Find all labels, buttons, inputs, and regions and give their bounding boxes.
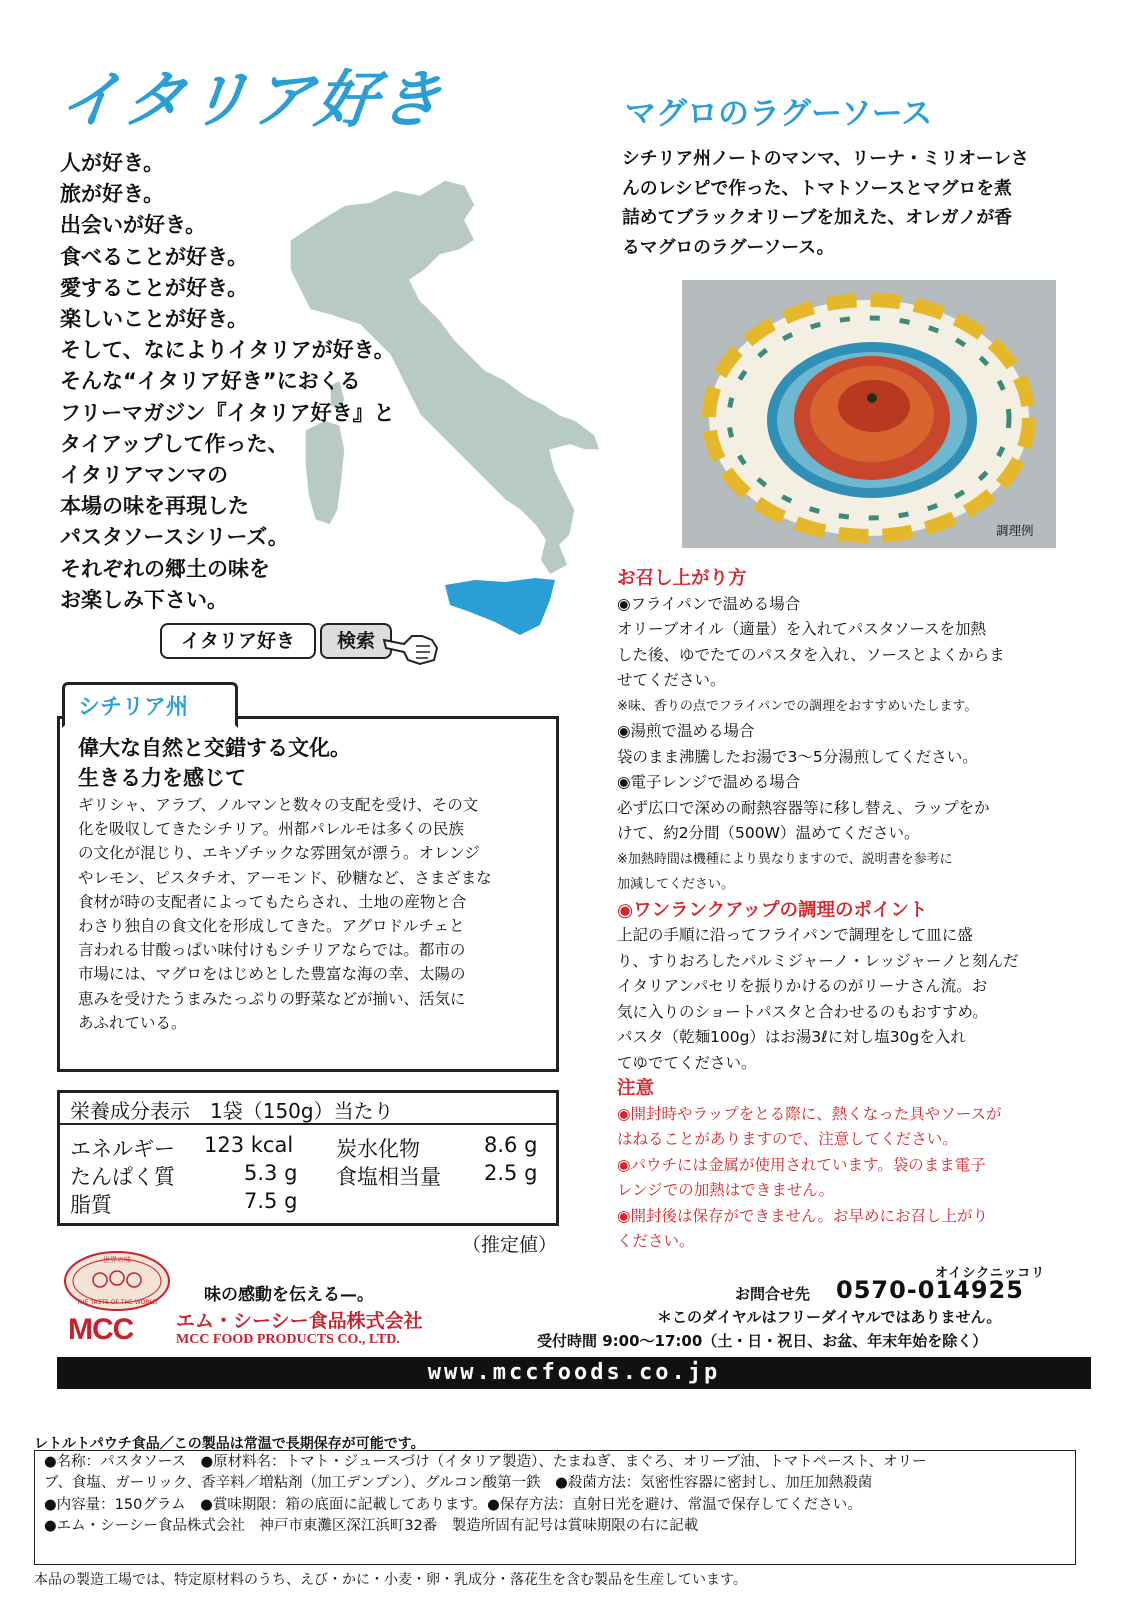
contact-kana: オイシクニッコリ [935,1266,1046,1281]
nutrition-label: エネルギー [70,1137,175,1161]
nutrition-value: 8.6 g [484,1133,538,1157]
website-url: www.mccfoods.co.jp [57,1357,1091,1389]
contact-note: ＊このダイヤルはフリーダイヤルではありません。 [657,1308,1002,1326]
nutrition-value: 7.5 g [244,1189,298,1213]
legal-heading: レトルトパウチ食品／この製品は常温で長期保存が可能です。 [34,1436,425,1452]
emblem-bottom-text: THE TASTE OF THE WORLD [76,1299,158,1306]
contact-hours: 受付時間 9:00～17:00（土・日・祝日、お盆、年末年始を除く） [537,1332,988,1350]
sicily-island [445,578,555,635]
region-headline: 偉大な自然と交錯する文化。 生きる力を感じて [78,736,351,790]
company-name-en: MCC FOOD PRODUCTS CO., LTD. [176,1332,400,1347]
nutrition-value: 123 kcal [204,1133,294,1157]
nutrition-label: 炭水化物 [336,1137,420,1161]
region-body: ギリシャ、アラブ、ノルマンと数々の支配を受け、その文 化を吸収してきたシチリア。州都パレルモは多くの民族 の文化が混じり、エキゾチックな雰囲気が漂う。オレンジ やレモン、ピスタチオ、アーモンド、砂糖など、さまざまな 食材が時の支配者によってもたらされ、土地の産物と合 わさり独自の食文化を形成してきた。アグロドルチェと 言われる甘酸っぱい味付けもシチリアならでは。都市の 市場には、マグロをはじめとした豊富な海の幸、太陽の 恵みを受けたうまみたっぷりの野菜などが揃い、活気に あふれている。 [78,796,492,1032]
mcc-logo: MCC [68,1313,134,1346]
product-photo [682,280,1056,548]
howto-step-head: ◉電子レンジで温める場合 [617,773,801,791]
product-description: シチリア州ノートのマンマ、リーナ・ミリオーレさ んのレシピで作った、トマトソースとマグロを煮 詰めてブラックオリーブを加えた、オレガノが香 るマグロのラグーソース。 [622,148,1029,258]
emblem-top-text: 世界の味 [103,1256,131,1264]
nutrition-label: たんぱく質 [70,1165,175,1189]
divider [57,1123,556,1125]
product-title: マグロのラグーソース [625,96,933,132]
contact-phone: 0570-014925 [836,1276,1024,1304]
nutrition-note: （推定値） [462,1234,558,1256]
photo-caption: 調理例 [996,523,1034,538]
company-tagline: 味の感動を伝える—。 [204,1285,374,1305]
nutrition-label: 食塩相当量 [336,1165,441,1189]
nutrition-value: 5.3 g [244,1161,298,1185]
pasta-dish-image [682,280,1056,548]
search-button: 検索 [320,623,392,659]
brand-title: イタリア好き [55,63,448,136]
mcc-emblem-icon [62,1250,172,1312]
region-tab-label: シチリア州 [78,695,189,720]
howto-step-head: ◉湯煎で温める場合 [617,722,755,740]
nutrition-label: 脂質 [70,1193,112,1217]
contact-label: お問合せ先 [735,1285,811,1303]
howto-step-head: ◉フライパンで温める場合 [617,594,801,613]
howto-title: お召し上がり方 [617,568,747,589]
howto-section: お召し上がり方 ◉フライパンで温める場合 オリーブオイル（適量）を入れてパスタソースを加熱 した後、ゆでたてのパスタを入れ、ソースとよくからま せてください。 ※味、香りの点でフライパンでの調理をおすすめいたします。 ◉湯煎で温める場合 袋のまま沸騰したお湯で3～5分湯煎してください。 ◉電子レンジで温める場合 必ず広口で深めの耐熱容器等に移し替え、ラップをか けて、約2分間（500W）温めてください。 ※加熱時間は機種により異なりますので、説明書を参考に 加減してください。 ◉ワンランクアップの調理のポイント 上記の手順に沿ってフライパンで調理をして皿に盛 り、すりおろしたパルミジャーノ・レッジャーノと刻んだ イタリアンパセリを振りかけるのがリーナさん流。お 気に入りのショートパスタと合わせるのもおすすめ。 パスタ（乾麺100g）はお湯3ℓに対し塩30gを入れ てゆでてください。 注意 ◉開封時やラップをとる際に、熱くなった具やソースが はねることがありますので、注意してください。 ◉パウチには金属が使用されています。袋のまま電子 レンジでの加熱はできません。 ◉開封後は保存ができません。お早めにお召し上がり ください。 [617,568,1019,1250]
pointing-hand-icon [382,628,442,668]
nutrition-value: 2.5 g [484,1161,538,1185]
search-term-box: イタリア好き [160,623,316,659]
company-name-jp: エム・シーシー食品株式会社 [176,1310,423,1332]
caution-title: 注意 [617,1078,655,1099]
nutrition-header: 栄養成分表示 1袋（150g）当たり [70,1099,394,1123]
legal-lines: ●名称：パスタソース ●原材料名：トマト・ジュースづけ（イタリア製造）、たまねぎ、まぐろ、オリーブ油、トマトペースト、オリー ブ、食塩、ガーリック、香辛料／増粘剤（加工デンプン）、グルコン酸第一鉄 ●殺菌方法：気密性容器に密封し、加圧加熱殺菌 ●内容量：150グラム ●賞味期限：箱の底面に記載してあります。●保存方法：直射日光を避け、常温で保存してください。 ●エム・シーシー食品株式会社 神戸市東灘区深江浜町32番 製造所固有記号は賞味期限の右に記載 [44,1454,927,1535]
tip-title: ◉ワンランクアップの調理のポイント [617,899,928,921]
intro-text: 人が好き。 旅が好き。 出会いが好き。 食べることが好き。 愛することが好き。 楽しいことが好き。 そして、なによりイタリアが好き。 そんな“イタリア好き”におくる フリーマガジン『イタリア好き』と タイアップして作った、 イタリアマンマの 本場の味を再現した パスタソースシリーズ。 それぞれの郷土の味を お楽しみ下さい。 [60,151,395,612]
allergen-note: 本品の製造工場では、特定原材料のうち、えび・かに・小麦・卵・乳成分・落花生を含む製品を生産しています。 [34,1572,747,1588]
